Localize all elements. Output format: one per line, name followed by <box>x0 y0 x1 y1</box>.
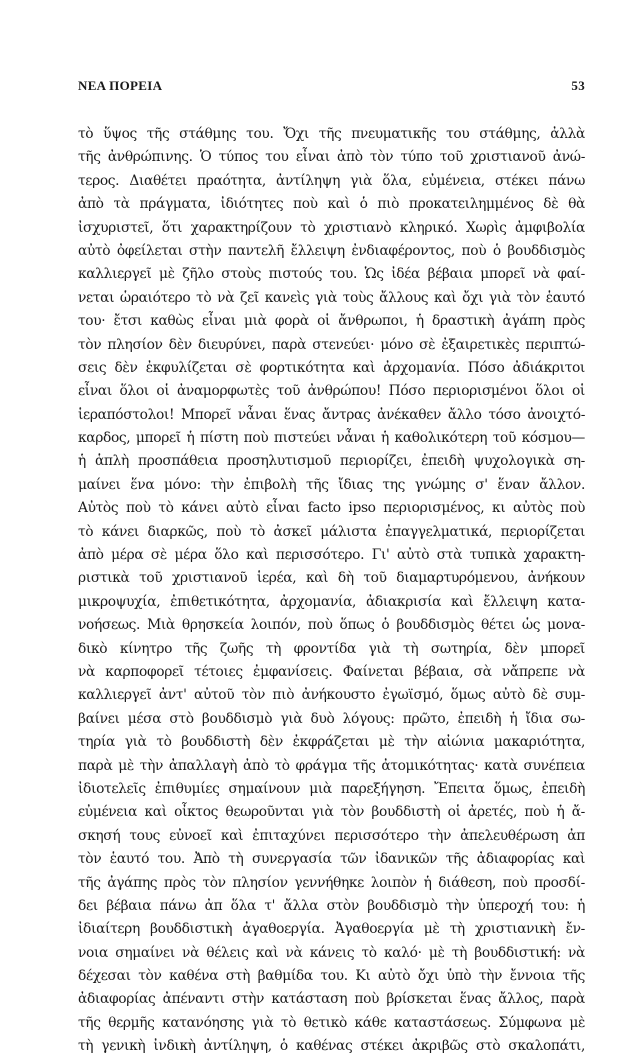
text-line: ἰδιαίτερη βουδδιστικὴ ἀγαθοεργία. Ἀγαθοεργία μὲ τὴ χριστιανικὴ ἔν- <box>78 921 585 938</box>
text-line: βαίνει μέσα στὸ βουδδισμὸ γιὰ δυὸ λόγους: πρῶτο, ἐπειδὴ ἡ ἴδια σω- <box>78 710 585 727</box>
text-line: ἀπὸ τὰ πράγματα, ἰδιότητες ποὺ καὶ ὁ πιὸ προκατειλημμένος δὲ θὰ <box>78 196 585 213</box>
text-line: τῆς ἀνθρώπινης. Ὁ τύπος του εἶναι ἀπὸ τὸν τύπο τοῦ χριστιανοῦ ἀνώ- <box>78 149 585 166</box>
text-line: τὸ κάνει διαρκῶς, ποὺ τὸ ἀσκεῖ μάλιστα ἐπαγγελματικά, περιορίζεται <box>78 523 585 540</box>
text-line: τηρία γιὰ τὸ βουδδιστὴ δὲν ἐκφράζεται μὲ τὴν αἰώνια μακαριότητα, <box>78 734 585 751</box>
text-line: ἰσχυριστεῖ, ὅτι χαρακτηρίζουν τὸ χριστιανὸ κληρικό. Χωρὶς ἀμφιβολία <box>78 219 585 236</box>
text-line: νεται ὡραιότερο τὸ νὰ ζεῖ κανεὶς γιὰ τοὺς ἄλλους καὶ ὄχι γιὰ τὸν ἑαυτό <box>78 289 585 306</box>
text-line: νοια σημαίνει νὰ θέλεις καὶ νὰ κάνεις τὸ καλό· μὲ τὴ βουδδιστική: νὰ <box>78 944 585 961</box>
text-line: μικροψυχία, ἐπιθετικότητα, ἀρχομανία, ἀδιακρισία καὶ ἔλλειψη κατα- <box>78 593 585 610</box>
text-line: τῆς θερμῆς κατανόησης γιὰ τὸ θετικὸ κάθε καταστάσεως. Σύμφωνα μὲ <box>78 1014 585 1031</box>
text-line: τῆς ἀγάπης πρὸς τὸν πλησίον γεννήθηκε λοιπὸν ἡ διάθεση, ποὺ προσδί- <box>78 874 585 891</box>
text-line: τὸν πλησίον δὲν διευρύνει, παρὰ στενεύει· μόνο σὲ ἐξαιρετικὲς περιπτώ- <box>78 336 585 353</box>
text-line: σκησή τους εὐνοεῖ καὶ ἐπιταχύνει περισσότερο τὴν ἀπελευθέρωση ἀπ <box>78 827 585 844</box>
text-line: νὰ καρποφορεῖ τέτοιες ἐμφανίσεις. Φαίνεται βέβαια, σὰ νἄπρεπε νὰ <box>78 663 585 680</box>
text-line: τὸν ἑαυτό του. Ἀπὸ τὴ συνεργασία τῶν ἰδανικῶν τῆς ἀδιαφορίας καὶ <box>78 851 585 868</box>
text-line: καλλιεργεῖ ἀντ' αὐτοῦ τὸν πιὸ ἀνήκουστο ἐγωϊσμό, ὅμως αὐτὸ δὲ συμ- <box>78 687 585 704</box>
text-line: καλλιεργεῖ μὲ ζῆλο στοὺς πιστούς του. Ὡς ἰδέα βέβαια μπορεῖ νὰ φαί- <box>78 266 585 283</box>
page-number: 53 <box>571 78 585 93</box>
text-line: τὸ ὕψος τῆς στάθμης του. Ὄχι τῆς πνευματικῆς του στάθμης, ἀλλὰ <box>78 126 585 142</box>
text-line: ἀπὸ μέρα σὲ μέρα ὅλο καὶ περισσότερο. Γι' αὐτὸ στὰ τυπικὰ χαρακτη- <box>78 547 585 564</box>
text-line: εὐμένεια καὶ οἶκτος θεωροῦνται γιὰ τὸν βουδδιστὴ οἱ ἀρετές, ποὺ ἡ ἄ- <box>78 804 585 821</box>
running-head <box>78 78 585 98</box>
text-line: ριστικὰ τοῦ χριστιανοῦ ἱερέα, καὶ δὴ τοῦ διαμαρτυρόμενου, ἀνήκουν <box>78 570 585 587</box>
text-line: τερος. Διαθέτει πραότητα, ἀντίληψη γιὰ ὅλα, εὐμένεια, στέκει πάνω <box>78 172 585 189</box>
running-title: ΝΕΑ ΠΟΡΕΙΑ <box>78 78 163 93</box>
text-line: δέχεσαι τὸν καθένα στὴ βαθμίδα του. Κι αὐτὸ ὄχι ὑπὸ τὴν ἔννοια τῆς <box>78 968 585 985</box>
text-line: παρὰ μὲ τὴν ἀπαλλαγὴ ἀπὸ τὸ φράγμα τῆς ἀτομικότητας· κατὰ συνέπεια <box>78 757 585 774</box>
text-line: εἶναι ὅλοι οἱ ἀναμορφωτὲς τοῦ ἀνθρώπου! Πόσο περιορισμένοι ὅλοι οἱ <box>78 383 585 400</box>
text-line: ἡ ἁπλὴ προσπάθεια προσηλυτισμοῦ περιορίζει, ἐπειδὴ ψυχολογικὰ ση- <box>78 453 585 470</box>
text-line: του· ἔτσι καθὼς εἶναι μιὰ φορὰ οἱ ἄνθρωποι, ἡ δραστικὴ ἀγάπη πρὸς <box>78 313 585 330</box>
text-line: ἰδιοτελεῖς ἐπιθυμίες σημαίνουν μιὰ παρεξήγηση. Ἔπειτα ὅμως, ἐπειδὴ <box>78 780 585 797</box>
body-paragraph <box>78 123 585 1059</box>
text-line: Αὐτὸς ποὺ τὸ κάνει αὐτὸ εἶναι facto ipso περιορισμένος, κι αὐτὸς ποὺ <box>78 500 585 517</box>
text-line: αὐτὸ ὀφείλεται στὴν παντελῆ ἔλλειψη ἐνδιαφέροντος, ποὺ ὁ βουδδισμὸς <box>78 242 585 259</box>
text-line: δικὸ κίνητρο τῆς ζωῆς τὴ φροντίδα γιὰ τὴ σωτηρία, δὲν μπορεῖ <box>78 640 585 657</box>
text-line: καρδος, μπορεῖ ἡ πίστη ποὺ πιστεύει νἆναι ἡ καθολικότερη τοῦ κόσμου— <box>78 430 585 447</box>
text-line: σεις δὲν ἐκφυλίζεται σὲ φορτικότητα καὶ ἀρχομανία. Πόσο ἀδιάκριτοι <box>78 359 585 376</box>
text-line: μαίνει ἕνα μόνο: τὴν ἐπιβολὴ τῆς ἴδιας της γνώμης σ' ἕναν ἄλλον. <box>78 476 585 493</box>
text-line: ἀδιαφορίας ἀπέναντι στὴν κατάσταση ποὺ βρίσκεται ἕνας ἄλλος, παρὰ <box>78 991 585 1008</box>
text-line: δει βέβαια πάνω ἀπ ὅλα τ' ἄλλα στὸν βουδδισμὸ τὴν ὑπεροχή του: ἡ <box>78 897 585 914</box>
text-line: νοήσεως. Μιὰ θρησκεία λοιπόν, ποὺ ὅπως ὁ βουδδισμὸς θέτει ὡς μονα- <box>78 617 585 634</box>
text-line: ἱεραπόστολοι! Μπορεῖ νἆναι ἕνας ἄντρας ἀνέκαθεν ἄλλο τόσο ἀνοιχτό- <box>78 406 585 423</box>
text-line: τὴ γενικὴ ἰνδικὴ ἀντίληψη, ὁ καθένας στέκει ἀκριβῶς στὸ σκαλοπάτι, <box>78 1038 585 1055</box>
